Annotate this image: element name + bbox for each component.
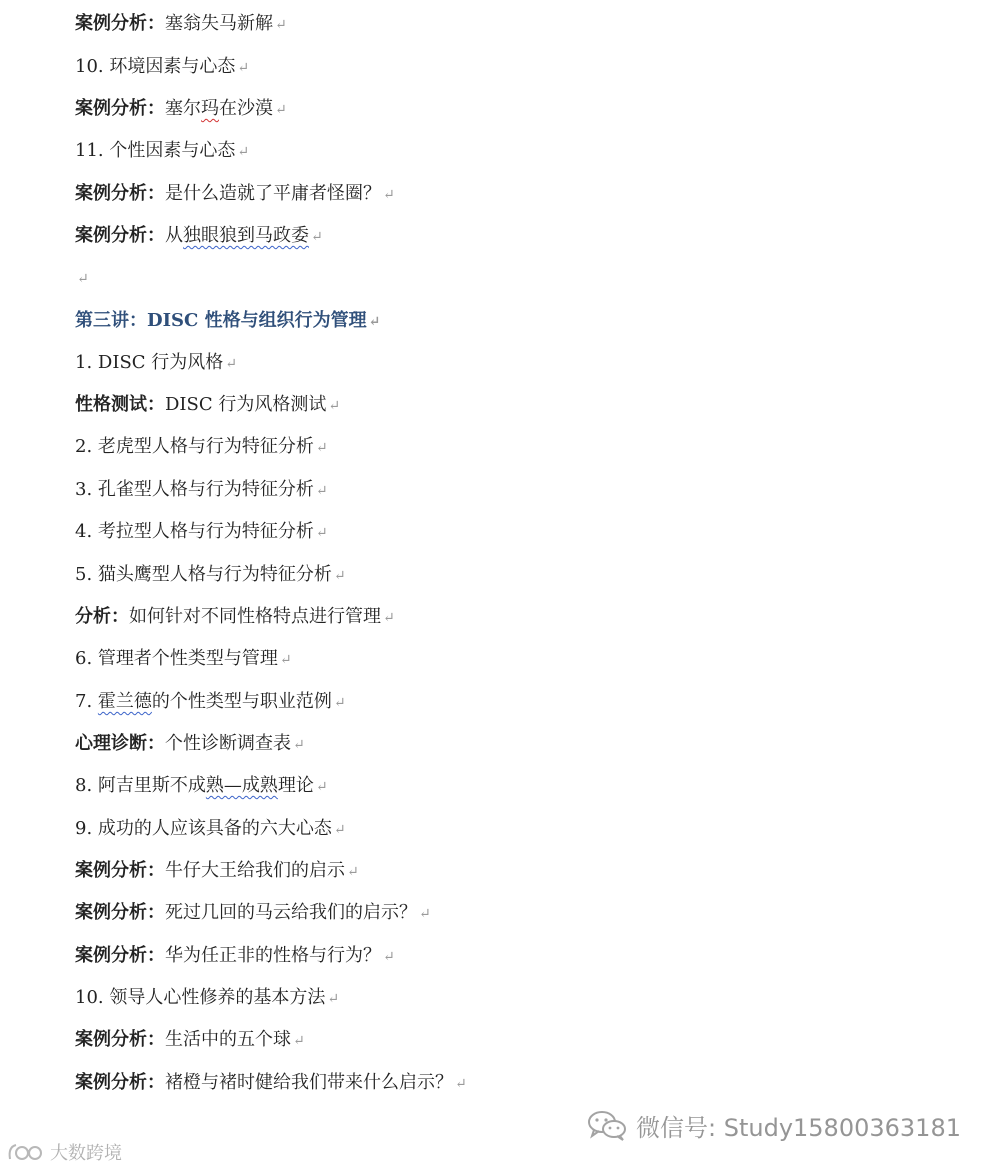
paragraph-mark-icon: ↵: [293, 1033, 305, 1049]
paragraph-mark-icon: ↵: [333, 695, 346, 711]
paragraph-mark-icon: ↵: [237, 60, 250, 76]
spelling-underline: 玛: [201, 98, 219, 119]
case-label: 案例分析：: [75, 945, 165, 966]
paragraph-mark-icon: ↵: [333, 822, 346, 838]
item-text: 10. 环境因素与心态: [75, 56, 236, 77]
case-line: [75, 1069, 467, 1097]
item-text: 理论: [277, 775, 314, 796]
case-text: 从: [165, 225, 183, 246]
item-text: 8. 阿吉里斯不成: [75, 775, 206, 796]
case-line: [75, 942, 395, 970]
case-label: 案例分析：: [75, 860, 165, 881]
analysis-line: [75, 603, 395, 631]
numbered-item: [75, 772, 328, 800]
grammar-underline: 霍兰德: [97, 691, 152, 712]
case-label: 案例分析：: [75, 1072, 165, 1093]
case-text: 生活中的五个球: [165, 1029, 291, 1050]
paragraph-mark-icon: ↵: [315, 483, 328, 499]
test-label: 性格测试：: [75, 394, 165, 415]
numbered-item: [75, 984, 339, 1012]
wechat-watermark: [586, 1107, 961, 1143]
item-text: 7.: [75, 691, 98, 712]
item-text: 5. 猫头鹰型人格与行为特征分析: [75, 564, 332, 585]
numbered-item: [75, 561, 346, 589]
paragraph-mark-icon: ↵: [327, 991, 340, 1007]
paragraph-mark-icon: ↵: [315, 525, 328, 541]
paragraph-mark-icon: ↵: [368, 314, 381, 330]
numbered-item: [75, 137, 249, 165]
case-label: 案例分析：: [75, 13, 165, 34]
case-text: 牛仔大王给我们的启示: [165, 860, 345, 881]
paragraph-mark-icon: ↵: [311, 229, 323, 245]
item-text: 3. 孔雀型人格与行为特征分析: [75, 479, 314, 500]
item-text: 2. 老虎型人格与行为特征分析: [75, 436, 314, 457]
case-text: 塞尔: [165, 98, 201, 119]
grammar-underline: 独眼狼到马政委: [183, 225, 309, 246]
brand-text: 大数跨境: [50, 1143, 122, 1164]
paragraph-mark-icon: ↵: [225, 356, 237, 372]
case-label: 案例分析：: [75, 183, 165, 204]
case-text: 华为任正非的性格与行为？: [165, 945, 381, 966]
case-text: 塞翁失马新解: [165, 13, 273, 34]
paragraph-mark-icon: ↵: [333, 568, 346, 584]
wechat-id-text: 微信号: Study15800363181: [636, 1113, 961, 1142]
paragraph-mark-icon: ↵: [77, 271, 89, 287]
item-text: 6. 管理者个性类型与管理: [75, 648, 278, 669]
paragraph-mark-icon: ↵: [419, 906, 431, 922]
empty-paragraph: [75, 264, 89, 292]
paragraph-mark-icon: ↵: [328, 398, 341, 414]
diagnosis-label: 心理诊断：: [75, 733, 165, 754]
item-text: 9. 成功的人应该具备的六大心态: [75, 818, 332, 839]
item-text: 4. 考拉型人格与行为特征分析: [75, 521, 314, 542]
item-text: 11. 个性因素与心态: [75, 140, 236, 161]
numbered-item: [75, 688, 346, 716]
brand-logo-icon: [6, 1141, 46, 1163]
heading-text: 第三讲：DISC 性格与组织行为管理: [75, 310, 367, 331]
case-text: 在沙漠: [219, 98, 273, 119]
numbered-item: [75, 433, 328, 461]
grammar-underline: 熟—成熟: [205, 775, 278, 796]
test-text: DISC 行为风格测试: [165, 394, 327, 415]
paragraph-mark-icon: ↵: [383, 187, 395, 203]
numbered-item: [75, 645, 292, 673]
paragraph-mark-icon: ↵: [275, 17, 287, 33]
paragraph-mark-icon: ↵: [237, 144, 250, 160]
paragraph-mark-icon: ↵: [383, 949, 395, 965]
case-line: [75, 222, 323, 250]
paragraph-mark-icon: ↵: [315, 779, 328, 795]
case-label: 案例分析：: [75, 902, 165, 923]
paragraph-mark-icon: ↵: [279, 652, 292, 668]
item-text: 1. DISC 行为风格: [75, 352, 224, 373]
paragraph-mark-icon: ↵: [275, 102, 287, 118]
case-line: [75, 95, 287, 123]
case-label: 案例分析：: [75, 1029, 165, 1050]
paragraph-mark-icon: ↵: [293, 737, 305, 753]
diagnosis-line: [75, 730, 305, 758]
test-line: [75, 391, 340, 419]
paragraph-mark-icon: ↵: [347, 864, 359, 880]
paragraph-mark-icon: ↵: [383, 610, 395, 626]
case-label: 案例分析：: [75, 225, 165, 246]
case-text: 死过几回的马云给我们的启示？: [165, 902, 417, 923]
numbered-item: [75, 815, 346, 843]
paragraph-mark-icon: ↵: [455, 1076, 467, 1092]
numbered-item: [75, 476, 328, 504]
case-line: [75, 899, 431, 927]
case-label: 案例分析：: [75, 98, 165, 119]
case-text: 是什么造就了平庸者怪圈？: [165, 183, 381, 204]
wechat-icon: [586, 1109, 628, 1141]
item-text: 10. 领导人心性修养的基本方法: [75, 987, 326, 1008]
numbered-item: [75, 53, 249, 81]
analysis-label: 分析：: [75, 606, 129, 627]
item-text: 的个性类型与职业范例: [151, 691, 332, 712]
paragraph-mark-icon: ↵: [315, 440, 328, 456]
case-line: [75, 180, 395, 208]
brand-watermark: [6, 1138, 122, 1166]
case-line: [75, 857, 359, 885]
case-line: [75, 1026, 305, 1054]
diagnosis-text: 个性诊断调查表: [165, 733, 291, 754]
case-line: [75, 10, 287, 38]
section-heading: [75, 307, 380, 335]
analysis-text: 如何针对不同性格特点进行管理: [129, 606, 381, 627]
numbered-item: [75, 518, 328, 546]
case-text: 褚橙与褚时健给我们带来什么启示？: [165, 1072, 453, 1093]
numbered-item: [75, 349, 237, 377]
